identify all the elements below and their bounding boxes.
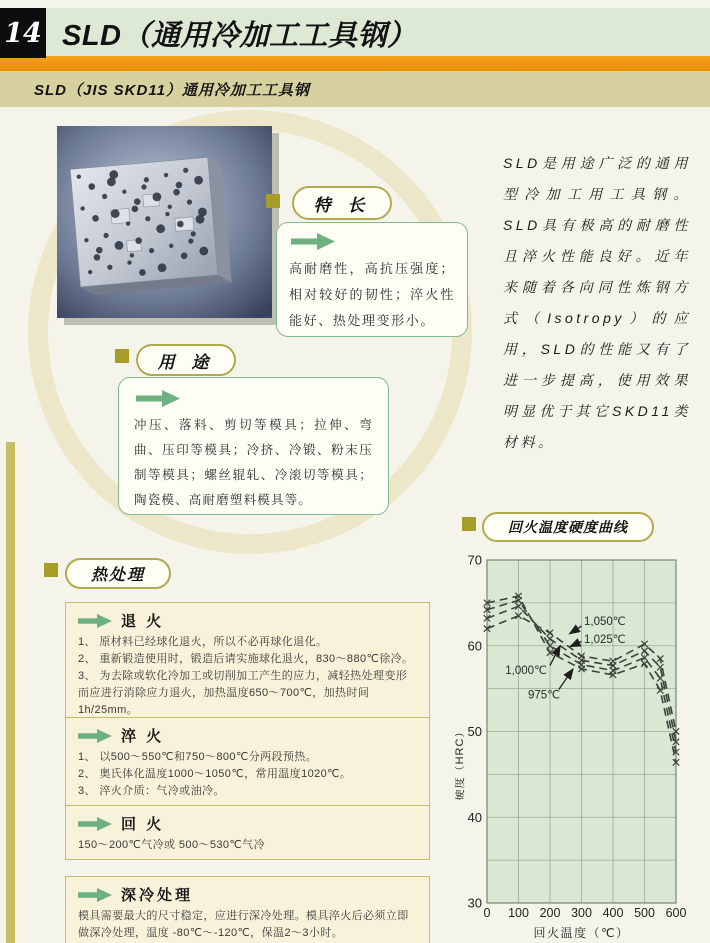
green-arrow-icon bbox=[78, 817, 112, 831]
features-text: 高耐磨性，高抗压强度；相对较好的韧性；淬火性能好、热处理变形小。 bbox=[289, 261, 455, 328]
heat-box-title-row bbox=[78, 813, 417, 834]
green-arrow-icon bbox=[136, 390, 180, 407]
orange-stripe bbox=[0, 56, 710, 71]
chart-heading: 回火温度硬度曲线 bbox=[508, 519, 628, 535]
heat-box-line: 3、 为去除或软化冷加工或切削加工产生的应力，减轻热处理变形而应进行消除应力退火，加热温度650～700℃，加热时间1h/25mm。 bbox=[78, 670, 408, 717]
heat-heading: 热处理 bbox=[90, 567, 145, 584]
heat-box-body bbox=[78, 908, 417, 942]
uses-text: 冲压、落料、剪切等模具；拉伸、弯曲、压印等模具；冷挤、冷锻、粉末压制等模具；螺丝辊轧、冷滚切等模具；陶瓷模、高耐磨塑料模具等。 bbox=[134, 418, 373, 507]
page-number: 14 bbox=[4, 17, 42, 49]
x-tick-label: 600 bbox=[665, 906, 687, 920]
y-tick-label: 70 bbox=[467, 552, 482, 568]
heat-box-title: 回 火 bbox=[121, 816, 165, 833]
heat-box-title: 退 火 bbox=[121, 613, 165, 630]
y-tick-label: 60 bbox=[467, 638, 482, 654]
x-tick-label: 200 bbox=[539, 906, 561, 920]
x-axis-label: 回火温度（℃） bbox=[533, 926, 630, 940]
heat-box-body bbox=[78, 634, 417, 719]
x-tick-label: 0 bbox=[483, 906, 491, 920]
heat-box-2 bbox=[65, 717, 430, 806]
x-tick-label: 100 bbox=[508, 906, 529, 920]
heat-box-line: 2、 重新锻造使用时，锻造后请实施球化退火，830～880℃徐冷。 bbox=[78, 653, 414, 666]
page-title: SLD（通用冷加工工具钢） bbox=[62, 20, 417, 52]
heat-box-body bbox=[78, 837, 417, 854]
heat-bullet-icon bbox=[44, 563, 58, 577]
uses-box bbox=[118, 377, 389, 515]
uses-heading: 用 途 bbox=[157, 352, 215, 372]
heat-box-line: 1、 以500～550℃和750～800℃分两段预热。 bbox=[78, 751, 318, 763]
heat-box-title-row bbox=[78, 610, 417, 631]
heat-box-3 bbox=[65, 805, 430, 860]
steel-plate-photo bbox=[57, 126, 272, 318]
heat-box-line: 2、 奥氏体化温度1000～1050℃，常用温度1020℃。 bbox=[78, 768, 352, 781]
curve-annotation: 1,025℃ bbox=[584, 633, 626, 646]
x-tick-label: 400 bbox=[602, 906, 624, 920]
heat-box-title-row bbox=[78, 884, 417, 905]
heat-box-line: 3、 淬火介质：气冷或油冷。 bbox=[78, 785, 225, 798]
y-tick-label: 40 bbox=[467, 809, 482, 825]
chart-bullet-icon bbox=[462, 517, 476, 531]
heat-box-title: 深冷处理 bbox=[121, 887, 194, 904]
chart-heading-pill bbox=[482, 512, 654, 542]
green-arrow-icon bbox=[78, 729, 112, 743]
features-heading-pill bbox=[292, 186, 392, 220]
curve-annotation: 1,000℃ bbox=[505, 664, 547, 677]
curve-annotation: 1,050℃ bbox=[584, 615, 626, 628]
features-bullet-icon bbox=[266, 194, 280, 208]
y-tick-label: 50 bbox=[467, 724, 482, 739]
features-box bbox=[276, 222, 468, 337]
uses-heading-pill bbox=[136, 344, 236, 376]
x-tick-label: 500 bbox=[634, 906, 655, 920]
green-arrow-icon bbox=[78, 888, 112, 902]
features-heading: 特 长 bbox=[313, 195, 371, 215]
left-edge-stripe bbox=[6, 442, 15, 943]
heat-box-line: 150～200℃气冷或 500～530℃气冷 bbox=[78, 839, 265, 851]
heat-box-line: 1、 原材料已经球化退火，所以不必再球化退化。 bbox=[78, 636, 328, 648]
heat-box-1 bbox=[65, 602, 430, 725]
green-arrow-icon bbox=[78, 614, 112, 628]
page-number-tab bbox=[0, 8, 46, 58]
heat-box-title-row bbox=[78, 725, 417, 746]
tempering-hardness-chart-svg bbox=[455, 548, 695, 943]
y-axis-label: 硬度（HRC） bbox=[455, 725, 466, 801]
heat-box-4 bbox=[65, 876, 430, 943]
intro-text: SLD是用途广泛的通用型冷加工用工具钢。SLD具有极高的耐磨性且淬火性能良好。近年来随着各向同性炼钢方式（Isotropy）的应用，SLD的性能又有了进一步提高，使用效果明显优于其它SKD11类材料。 bbox=[503, 155, 691, 450]
heat-box-title: 淬 火 bbox=[121, 728, 165, 745]
x-tick-label: 300 bbox=[571, 906, 592, 920]
heat-box-body bbox=[78, 749, 417, 800]
steel-plate-illustration bbox=[57, 126, 272, 318]
page-subtitle: SLD（JIS SKD11）通用冷加工工具钢 bbox=[34, 82, 310, 99]
y-tick-label: 30 bbox=[467, 895, 482, 911]
uses-bullet-icon bbox=[115, 349, 129, 363]
heat-heading-pill bbox=[65, 558, 171, 589]
curve-annotation: 975℃ bbox=[527, 689, 561, 702]
green-arrow-icon bbox=[291, 233, 335, 250]
heat-box-line: 模具需要最大的尺寸稳定，应进行深冷处理。模具淬火后必须立即做深冷处理，温度 -80℃～-120℃，保温2～3小时。 bbox=[78, 910, 409, 940]
tempering-hardness-chart bbox=[455, 548, 695, 943]
